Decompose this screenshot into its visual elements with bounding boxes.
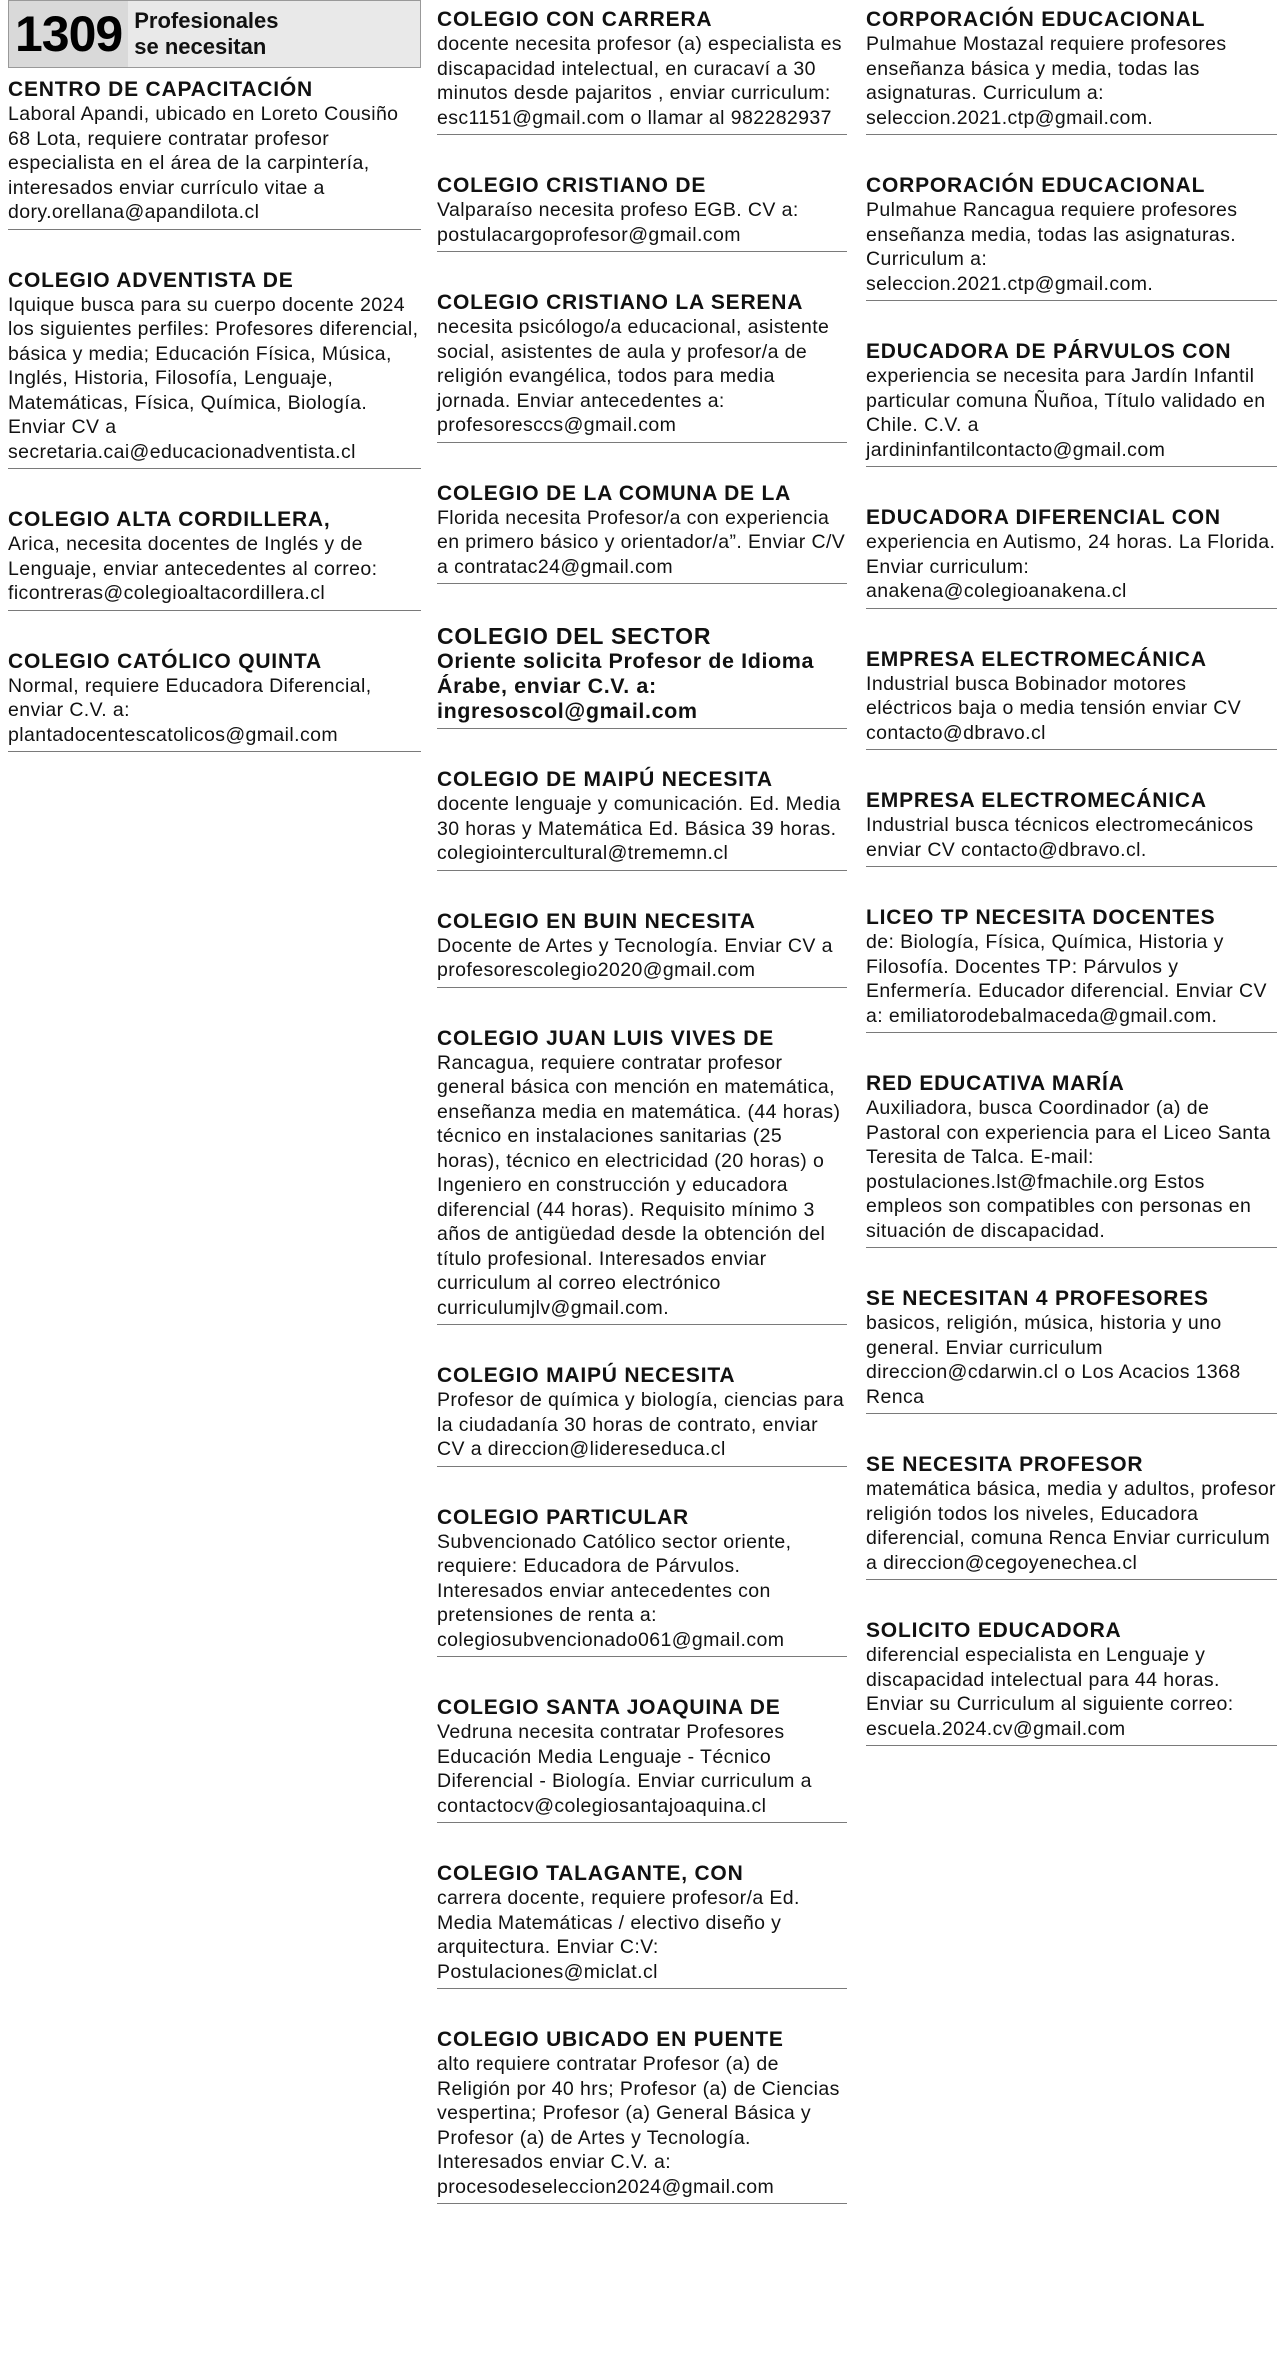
- section-title-line1: Profesionales: [134, 8, 279, 33]
- ad-title: COLEGIO SANTA JOAQUINA DE: [437, 1696, 781, 1719]
- classified-ad: [866, 166, 1277, 301]
- ad-title: COLEGIO JUAN LUIS VIVES DE: [437, 1026, 775, 1050]
- classified-ad: [437, 0, 847, 135]
- classified-ad: [866, 640, 1277, 751]
- section-header: [8, 0, 421, 68]
- classified-ad: [866, 1064, 1277, 1248]
- ad-title: SE NECESITA PROFESOR: [866, 1453, 1144, 1476]
- classified-ad: [866, 781, 1277, 867]
- ads-list: [437, 0, 847, 2204]
- ad-title: CORPORACIÓN EDUCACIONAL: [866, 8, 1206, 31]
- ad-title: SE NECESITAN 4 PROFESORES: [866, 1287, 1209, 1310]
- ad-body: de: Biología, Física, Química, Historia y Filosofía. Docentes TP: Párvulos y Enfermería. Educador diferencial. Enviar CV a: emiliatorodebalmaceda@gmail.com.: [866, 931, 1267, 1027]
- ad-title: COLEGIO PARTICULAR: [437, 1505, 690, 1529]
- ad-body: Oriente solicita Profesor de Idioma Árabe, enviar C.V. a: ingresoscol@gmail.com: [437, 649, 815, 723]
- ad-title: EDUCADORA DIFERENCIAL CON: [866, 506, 1221, 529]
- ad-title: COLEGIO CRISTIANO DE: [437, 174, 707, 197]
- ad-body: Laboral Apandi, ubicado en Loreto Cousiño 68 Lota, requiere contratar profesor especialista en el área de la carpintería, interesados enviar currículo vitae a dory.orellana@apandilota.cl: [8, 103, 399, 223]
- classified-ad: [437, 166, 847, 252]
- ad-body: experiencia en Autismo, 24 horas. La Florida. Enviar curriculum: anakena@colegioanakena.cl: [866, 531, 1276, 602]
- ad-body: Docente de Artes y Tecnología. Enviar CV a profesorescolegio2020@gmail.com: [437, 934, 833, 981]
- ad-title: COLEGIO TALAGANTE, CON: [437, 1862, 744, 1885]
- ad-body: experiencia se necesita para Jardín Infantil particular comuna Ñuñoa, Título validado en Chile. C.V. a jardininfantilcontacto@gmail.com: [866, 365, 1266, 461]
- classified-ad: [866, 1611, 1277, 1746]
- ad-body: Normal, requiere Educadora Diferencial, enviar C.V. a: plantadocentescatolicos@gmail.com: [8, 674, 372, 746]
- ad-body: Rancagua, requiere contratar profesor general básica con mención en matemática, enseñanza media en matemática. (44 horas) técnico en instalaciones sanitarias (25 horas), técnico en electricidad (20 horas) o Ingeniero en construcción y educadora diferencial (44 horas). Requisito mínimo 3 años de antigüedad desde la obtención del título profesional. Interesados enviar curriculum al correo electrónico curriculumjlv@gmail.com.: [437, 1051, 841, 1319]
- column-2: [437, 0, 847, 2235]
- classified-ad: [866, 0, 1277, 135]
- ad-title: EMPRESA ELECTROMECÁNICA: [866, 647, 1207, 671]
- classified-ad: [866, 498, 1277, 609]
- section-number: 1309: [9, 1, 128, 67]
- classified-ad: [866, 1445, 1277, 1580]
- ad-body: carrera docente, requiere profesor/a Ed. Media Matemáticas / electivo diseño y arquitectura. Enviar C:V: Postulaciones@miclat.cl: [437, 1887, 800, 1983]
- ad-title: COLEGIO EN BUIN NECESITA: [437, 909, 756, 933]
- column-3: [866, 0, 1277, 1777]
- ad-title: COLEGIO CATÓLICO QUINTA: [8, 649, 322, 673]
- ad-title: LICEO TP NECESITA DOCENTES: [866, 906, 1216, 929]
- ad-body: Industrial busca Bobinador motores eléctricos baja o media tensión enviar CV contacto@dbravo.cl: [866, 672, 1242, 744]
- ad-title: COLEGIO MAIPÚ NECESITA: [437, 1364, 736, 1387]
- classified-ad: [437, 283, 847, 443]
- classified-ad: [437, 1688, 847, 1823]
- ad-title: SOLICITO EDUCADORA: [866, 1619, 1122, 1642]
- classified-ad: [437, 1498, 847, 1658]
- ad-title: RED EDUCATIVA MARÍA: [866, 1072, 1125, 1095]
- classified-ad: [866, 332, 1277, 467]
- ad-body: necesita psicólogo/a educacional, asistente social, asistentes de aula y profesor/a de religión evangélica, todos para media jornada. Enviar antecedentes a: profesoresccs@gmail.com: [437, 316, 830, 436]
- section-title: [128, 1, 278, 67]
- classified-ad: [8, 78, 421, 230]
- classified-ad: [866, 898, 1277, 1033]
- ad-title: COLEGIO DEL SECTOR: [437, 623, 712, 649]
- ad-body: diferencial especialista en Lenguaje y discapacidad intelectual para 44 horas. Enviar su Curriculum al siguiente correo: escuela.2024.cv@gmail.com: [866, 1644, 1234, 1740]
- ad-title: COLEGIO DE MAIPÚ NECESITA: [437, 768, 773, 791]
- ad-body: docente lenguaje y comunicación. Ed. Media 30 horas y Matemática Ed. Básica 39 horas. colegiointercultural@trememn.cl: [437, 793, 841, 864]
- classified-ad: [437, 1356, 847, 1467]
- column-1: [8, 0, 421, 783]
- classified-ad: [437, 902, 847, 988]
- classified-ad: [437, 760, 847, 871]
- classified-ad: [437, 1854, 847, 1989]
- ad-title: COLEGIO ALTA CORDILLERA,: [8, 508, 331, 531]
- ad-body: Florida necesita Profesor/a con experiencia en primero básico y orientador/a”. Enviar C/V a contratac24@gmail.com: [437, 506, 846, 578]
- ad-title: COLEGIO ADVENTISTA DE: [8, 268, 294, 292]
- ad-body: Pulmahue Mostazal requiere profesores enseñanza básica y media, todas las asignaturas. Curriculum a: seleccion.2021.ctp@gmail.com.: [866, 33, 1227, 129]
- classified-ad: [8, 261, 421, 470]
- ad-body: Valparaíso necesita profeso EGB. CV a: postulacargoprofesor@gmail.com: [437, 199, 799, 246]
- classified-ad: [437, 474, 847, 585]
- classified-ad: [437, 1019, 847, 1326]
- ads-list: [8, 78, 421, 752]
- classified-ad: [8, 500, 421, 611]
- classified-ad: [437, 2020, 847, 2204]
- ad-title: COLEGIO CON CARRERA: [437, 8, 713, 31]
- ad-body: basicos, religión, música, historia y uno general. Enviar curriculum direccion@cdarwin.cl o Los Acacios 1368 Renca: [866, 1312, 1241, 1408]
- ad-body: docente necesita profesor (a) especialista es discapacidad intelectual, en curacaví a 30 minutos desde pajaritos , enviar curriculum: esc1151@gmail.com o llamar al 982282937: [437, 33, 842, 129]
- ad-title: COLEGIO CRISTIANO LA SERENA: [437, 291, 804, 314]
- ad-title: COLEGIO UBICADO EN PUENTE: [437, 2028, 784, 2051]
- ad-body: Profesor de química y biología, ciencias para la ciudadanía 30 horas de contrato, enviar CV a direccion@lidereseduca.cl: [437, 1389, 845, 1460]
- ads-list: [866, 0, 1277, 1746]
- ad-body: Arica, necesita docentes de Inglés y de Lenguaje, enviar antecedentes al correo: ficontreras@colegioaltacordillera.cl: [8, 533, 378, 604]
- section-title-line2: se necesitan: [134, 34, 267, 59]
- ad-body: Auxiliadora, busca Coordinador (a) de Pastoral con experiencia para el Liceo Santa Teresita de Talca. E-mail: postulaciones.lst@fmachile.org Estos empleos son compatibles con personas en situación de discapacidad.: [866, 1097, 1271, 1242]
- ad-title: EMPRESA ELECTROMECÁNICA: [866, 789, 1207, 812]
- classified-ad: [866, 1279, 1277, 1414]
- ad-title: EDUCADORA DE PÁRVULOS CON: [866, 340, 1232, 363]
- ad-title: CORPORACIÓN EDUCACIONAL: [866, 174, 1206, 197]
- ad-title: CENTRO DE CAPACITACIÓN: [8, 78, 313, 101]
- ad-body: Pulmahue Rancagua requiere profesores enseñanza media, todas las asignaturas. Curriculum a: seleccion.2021.ctp@gmail.com.: [866, 199, 1238, 295]
- ad-body: matemática básica, media y adultos, profesor religión todos los niveles, Educadora diferencial, comuna Renca Enviar curriculum a direccion@cegoyenechea.cl: [866, 1478, 1276, 1574]
- ad-body: alto requiere contratar Profesor (a) de Religión por 40 hrs; Profesor (a) de Ciencias vespertina; Profesor (a) General Básica y Profesor (a) de Artes y Tecnología. Interesados enviar C.V. a: procesodeseleccion2024@gmail.com: [437, 2053, 840, 2198]
- ad-body: Industrial busca técnicos electromecánicos enviar CV contacto@dbravo.cl.: [866, 814, 1254, 861]
- ad-body: Vedruna necesita contratar Profesores Educación Media Lenguaje - Técnico Diferencial - Biología. Enviar curriculum a contactocv@colegiosantajoaquina.cl: [437, 1721, 812, 1817]
- classified-ad: [8, 642, 421, 753]
- ad-body: Iquique busca para su cuerpo docente 2024 los siguientes perfiles: Profesores diferencial, básica y media; Educación Física, Música, Inglés, Historia, Filosofía, Lenguaje, Matemáticas, Física, Química, Biología. Enviar CV a secretaria.cai@educacionadventista.cl: [8, 293, 419, 463]
- ad-body: Subvencionado Católico sector oriente, requiere: Educadora de Párvulos. Interesados enviar antecedentes con pretensiones de renta a: colegiosubvencionado061@gmail.com: [437, 1530, 792, 1651]
- classified-ad: [437, 615, 847, 729]
- ad-title: COLEGIO DE LA COMUNA DE LA: [437, 481, 792, 505]
